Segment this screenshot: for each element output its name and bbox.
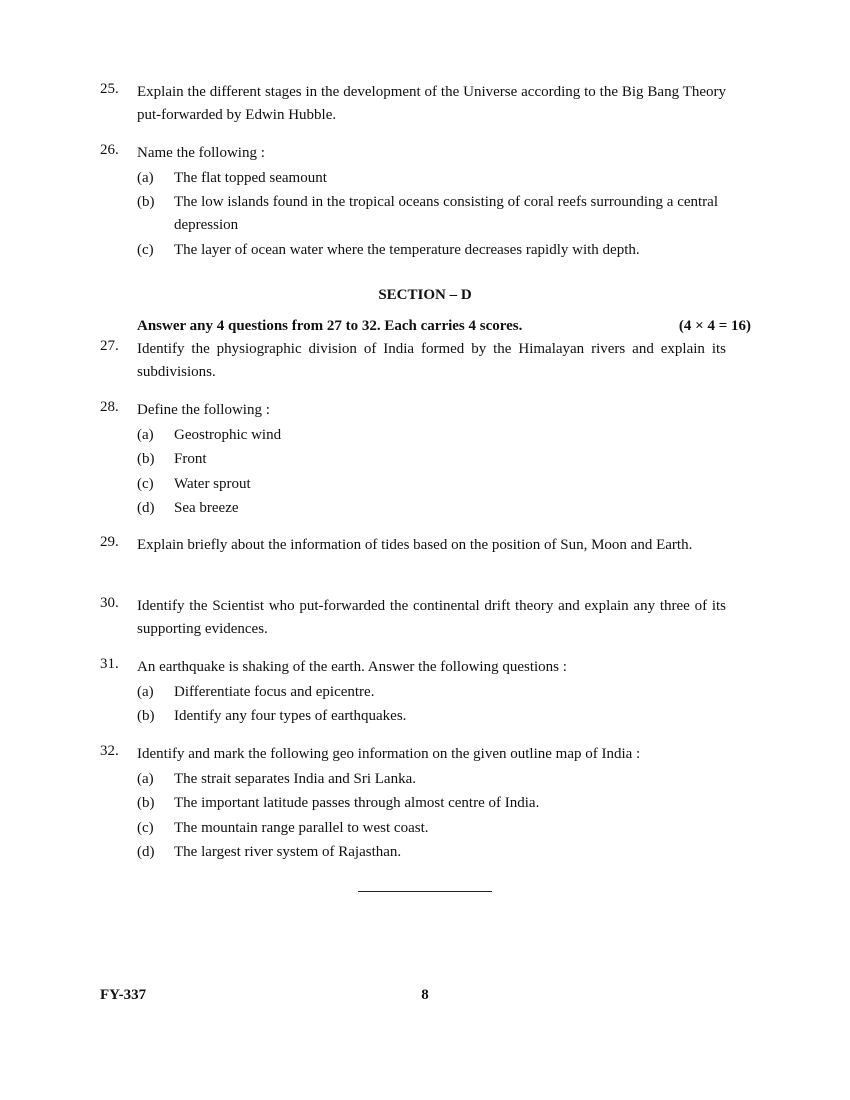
sub-question-text: Front: [174, 451, 207, 467]
question-text: Explain the different stages in the development of the Universe according to the Big Bang Theory put-forwarded by Edwin Hubble.: [137, 84, 726, 123]
sub-question-text: The low islands found in the tropical oceans consisting of coral reefs surrounding a central depression: [174, 194, 719, 233]
question-text: Explain briefly about the information of tides based on the position of Sun, Moon and Earth.: [137, 537, 693, 553]
question-text: An earthquake is shaking of the earth. Answer the following questions :: [137, 659, 567, 675]
section-title: SECTION – D: [378, 287, 472, 303]
question-text: Define the following :: [137, 402, 270, 418]
sub-question: [137, 497, 726, 520]
sub-question-list: [137, 681, 726, 729]
question-number: 28.: [100, 399, 119, 415]
sub-question-text: Sea breeze: [174, 500, 239, 516]
sub-question: [137, 681, 726, 704]
paper-code: FY-337: [100, 987, 147, 1003]
end-of-questions-divider: [358, 891, 492, 892]
sub-question: [137, 448, 726, 471]
question-32: [100, 743, 726, 864]
sub-question: [137, 792, 726, 815]
sub-question-label: (b): [137, 708, 155, 724]
sub-question-label: (a): [137, 683, 154, 700]
sub-question-text: Differentiate focus and epicentre.: [174, 683, 375, 700]
question-29: [100, 534, 726, 557]
sub-question-list: [137, 424, 726, 521]
sub-question: [137, 768, 726, 791]
sub-question-label: (b): [137, 795, 155, 811]
sub-question-list: [137, 167, 726, 262]
question-number: 25.: [100, 81, 119, 97]
sub-question-label: (c): [137, 241, 154, 258]
sub-question-text: The important latitude passes through almost centre of India.: [174, 795, 540, 811]
question-number: 29.: [100, 534, 119, 550]
question-text: Identify the Scientist who put-forwarded the continental drift theory and explain any three of its supporting evidences.: [137, 598, 726, 637]
question-text: Identify and mark the following geo information on the given outline map of India :: [137, 746, 641, 762]
question-25: [100, 81, 726, 127]
section-marks: (4 × 4 = 16): [678, 318, 751, 334]
sub-question-list: [137, 768, 726, 865]
sub-question: [137, 473, 726, 496]
sub-question-label: (c): [137, 475, 154, 492]
sub-question-text: The layer of ocean water where the temperature decreases rapidly with depth.: [174, 241, 640, 258]
sub-question-text: The largest river system of Rajasthan.: [174, 844, 402, 860]
sub-question-text: Identify any four types of earthquakes.: [174, 708, 407, 724]
question-number: 30.: [100, 595, 119, 611]
question-number: 31.: [100, 656, 119, 672]
question-27: [100, 338, 726, 384]
section-instruction: Answer any 4 questions from 27 to 32. Each carries 4 scores.: [137, 318, 523, 334]
sub-question-text: The flat topped seamount: [174, 169, 327, 186]
sub-question: [137, 817, 726, 840]
sub-question-label: (b): [137, 194, 155, 210]
question-number: 32.: [100, 743, 119, 759]
sub-question-label: (c): [137, 819, 154, 836]
sub-question-text: The mountain range parallel to west coast.: [174, 819, 429, 836]
question-text: Name the following :: [137, 145, 265, 161]
sub-question: [137, 424, 726, 447]
sub-question: [137, 239, 726, 262]
question-30: [100, 595, 726, 641]
sub-question-label: (a): [137, 426, 154, 443]
sub-question-label: (b): [137, 451, 155, 467]
sub-question-label: (a): [137, 770, 154, 787]
question-26: [100, 142, 726, 262]
question-28: [100, 399, 726, 520]
sub-question-label: (a): [137, 169, 154, 186]
section-instruction-row: [137, 316, 751, 336]
question-number: 26.: [100, 142, 119, 158]
sub-question-label: (d): [137, 500, 155, 516]
sub-question-text: Geostrophic wind: [174, 426, 282, 443]
sub-question-text: Water sprout: [174, 475, 251, 492]
sub-question: [137, 705, 726, 728]
sub-question-label: (d): [137, 844, 155, 860]
sub-question: [137, 167, 726, 190]
sub-question: [137, 191, 726, 237]
sub-question-text: The strait separates India and Sri Lanka.: [174, 770, 416, 787]
question-text: Identify the physiographic division of India formed by the Himalayan rivers and explain its subdivisions.: [137, 341, 726, 380]
sub-question: [137, 841, 726, 864]
question-number: 27.: [100, 338, 119, 354]
page-number: 8: [421, 987, 429, 1003]
question-31: [100, 656, 726, 728]
